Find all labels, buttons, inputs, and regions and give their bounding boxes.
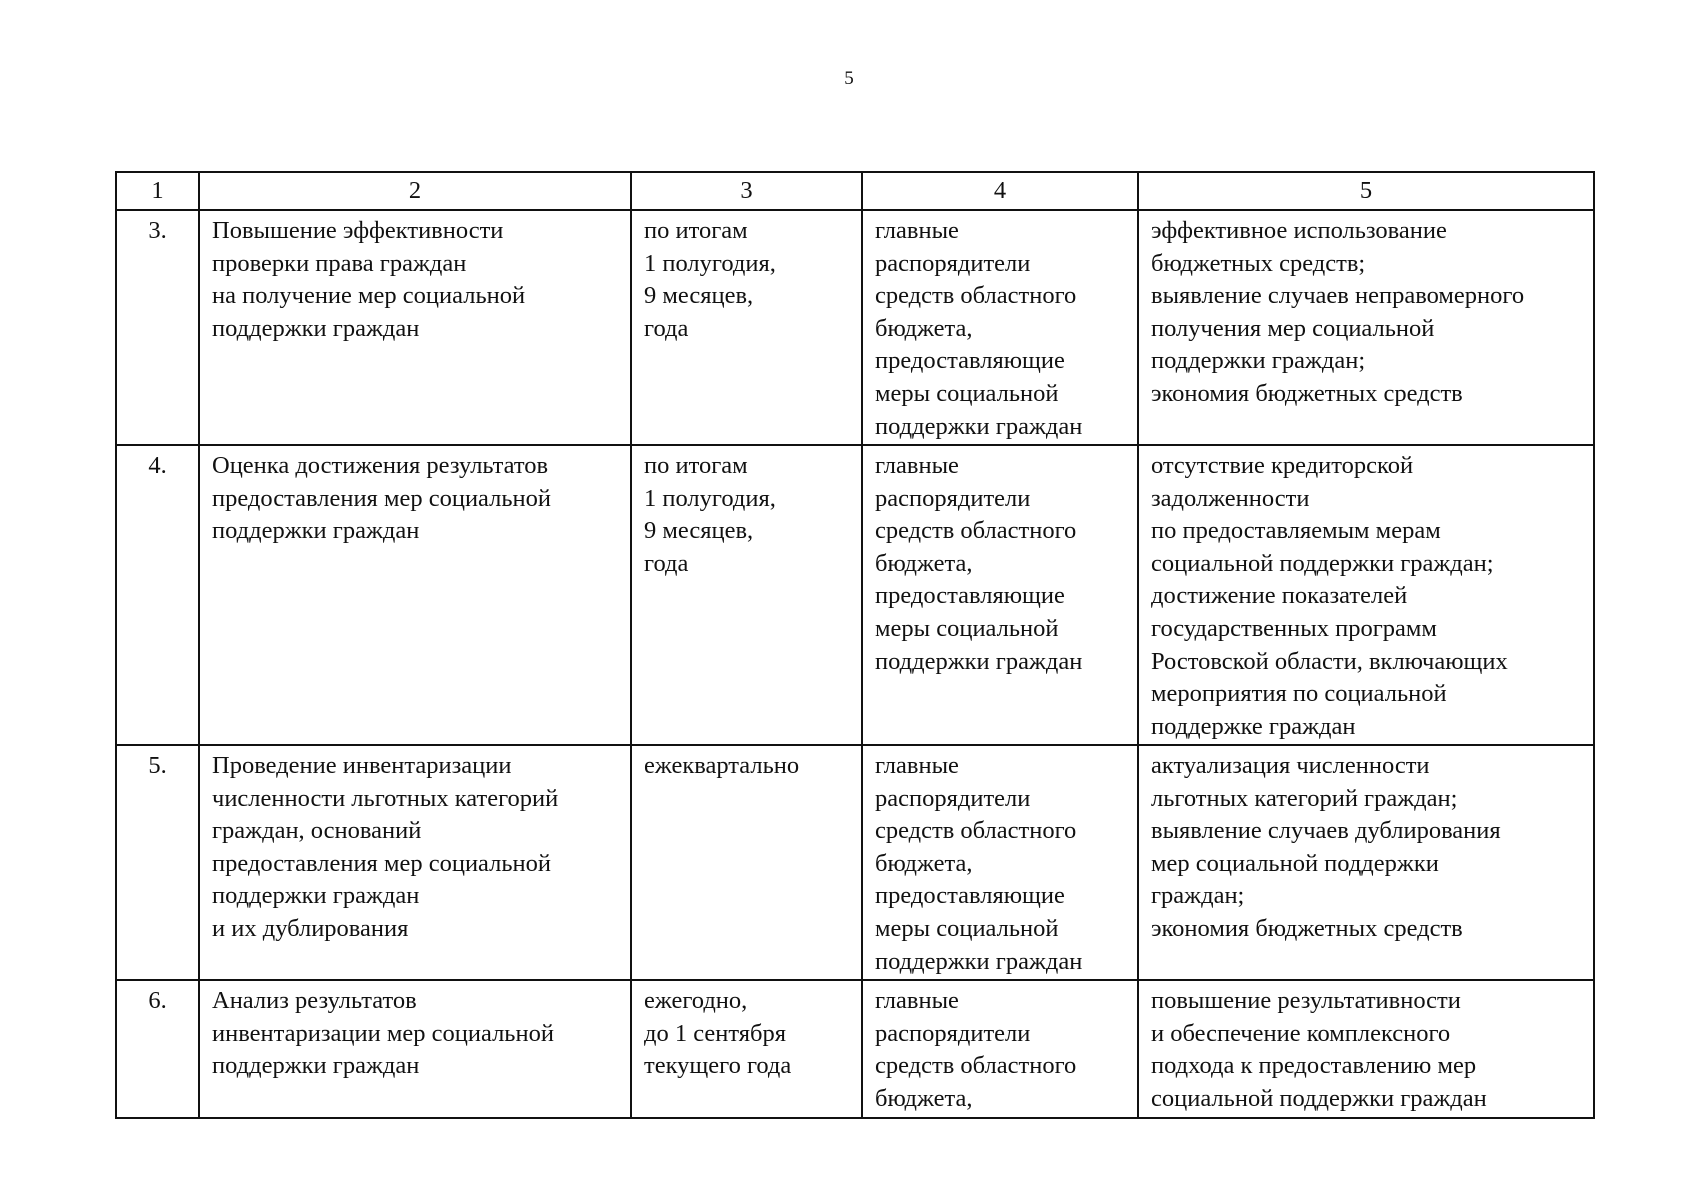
table-row xyxy=(116,445,1594,745)
executor-cell: главные распорядители средств областного бюджета, предоставляющие меры социальной поддержки граждан xyxy=(862,210,1138,445)
row-number: 6. xyxy=(116,980,199,1118)
result-cell: повышение результативности и обеспечение комплексного подхода к предоставлению мер социальной поддержки граждан xyxy=(1138,980,1594,1118)
term-cell: по итогам 1 полугодия, 9 месяцев, года xyxy=(631,445,862,745)
row-number: 4. xyxy=(116,445,199,745)
term-cell: по итогам 1 полугодия, 9 месяцев, года xyxy=(631,210,862,445)
executor-cell: главные распорядители средств областного бюджета, предоставляющие меры социальной поддержки граждан xyxy=(862,745,1138,980)
measures-table xyxy=(115,171,1595,1119)
header-cell-3: 3 xyxy=(631,172,862,210)
header-cell-4: 4 xyxy=(862,172,1138,210)
table-row xyxy=(116,980,1594,1118)
result-cell: актуализация численности льготных категорий граждан; выявление случаев дублирования мер социальной поддержки граждан; экономия бюджетных средств xyxy=(1138,745,1594,980)
term-cell: ежеквартально xyxy=(631,745,862,980)
header-cell-1: 1 xyxy=(116,172,199,210)
header-cell-5: 5 xyxy=(1138,172,1594,210)
table-row xyxy=(116,210,1594,445)
executor-cell: главные распорядители средств областного бюджета, предоставляющие меры социальной поддержки граждан xyxy=(862,445,1138,745)
measure-cell: Проведение инвентаризации численности льготных категорий граждан, оснований предоставления мер социальной поддержки граждан и их дублирования xyxy=(199,745,631,980)
row-number: 5. xyxy=(116,745,199,980)
result-cell: эффективное использование бюджетных средств; выявление случаев неправомерного получения мер социальной поддержки граждан; экономия бюджетных средств xyxy=(1138,210,1594,445)
measure-cell: Повышение эффективности проверки права граждан на получение мер социальной поддержки граждан xyxy=(199,210,631,445)
executor-cell: главные распорядители средств областного бюджета, xyxy=(862,980,1138,1118)
result-cell: отсутствие кредиторской задолженности по предоставляемым мерам социальной поддержки граждан; достижение показателей государственных программ Ростовской области, включающих мероприятия по социальной поддержке граждан xyxy=(1138,445,1594,745)
table-header-row xyxy=(116,172,1594,210)
row-number: 3. xyxy=(116,210,199,445)
table-row xyxy=(116,745,1594,980)
page-number: 5 xyxy=(844,68,854,89)
header-cell-2: 2 xyxy=(199,172,631,210)
measure-cell: Анализ результатов инвентаризации мер социальной поддержки граждан xyxy=(199,980,631,1118)
term-cell: ежегодно, до 1 сентября текущего года xyxy=(631,980,862,1118)
measure-cell: Оценка достижения результатов предоставления мер социальной поддержки граждан xyxy=(199,445,631,745)
